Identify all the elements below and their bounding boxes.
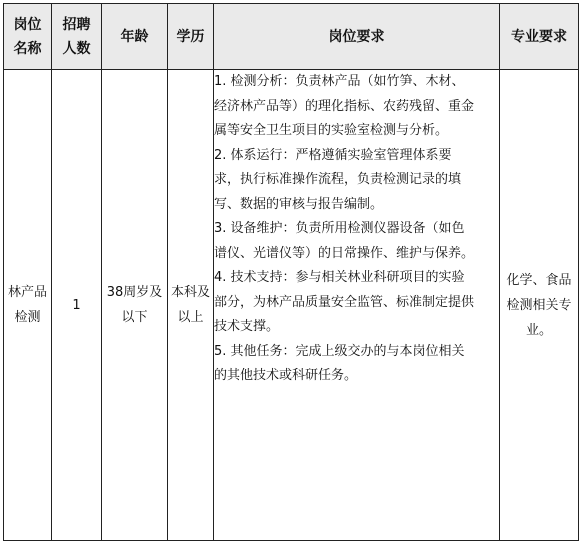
job-requirements-table: [3, 3, 579, 541]
requirement-line: 2. 体系运行：严格遵循实验室管理体系要: [214, 147, 452, 163]
header-position: 岗位 名称: [4, 4, 52, 70]
requirement-line: 部分，为林产品质量安全监管、标准制定提供: [214, 294, 475, 310]
header-age: 年龄: [102, 4, 168, 70]
header-major: 专业要求: [500, 4, 579, 70]
requirement-line: 1. 检测分析：负责林产品（如竹笋、木材、: [214, 74, 465, 89]
requirement-line: 的其他技术或科研任务。: [214, 368, 358, 383]
requirement-line: 写、数据的审核与报告编制。: [214, 196, 384, 212]
header-education: 学历: [168, 4, 214, 70]
requirement-line: 技术支撑。: [214, 319, 280, 334]
requirement-line: 求，执行标准操作流程，负责检测记录的填: [214, 172, 462, 187]
table-row: [4, 70, 579, 541]
cell-position: 林产品 检测: [4, 70, 52, 541]
header-headcount: 招聘 人数: [52, 4, 102, 70]
header-row: [4, 4, 579, 70]
cell-major: 化学、食品 检测相关专 业。: [500, 70, 579, 541]
cell-requirements: [214, 70, 500, 541]
cell-education: 本科及 以上: [168, 70, 214, 541]
cell-age: 38周岁及 以下: [102, 70, 168, 541]
header-requirements: 岗位要求: [214, 4, 500, 70]
requirement-line: 谱仪、光谱仪等）的日常操作、维护与保养。: [214, 245, 475, 261]
requirement-line: 经济林产品等）的理化指标、农药残留、重金: [214, 98, 475, 114]
requirement-line: 属等安全卫生项目的实验室检测与分析。: [214, 123, 449, 138]
requirement-line: 5. 其他任务：完成上级交办的与本岗位相关: [214, 343, 465, 359]
requirement-line: 4. 技术支持：参与相关林业科研项目的实验: [214, 270, 465, 285]
requirement-line: 3. 设备维护：负责所用检测仪器设备（如色: [214, 221, 465, 236]
cell-headcount: 1: [52, 70, 102, 541]
